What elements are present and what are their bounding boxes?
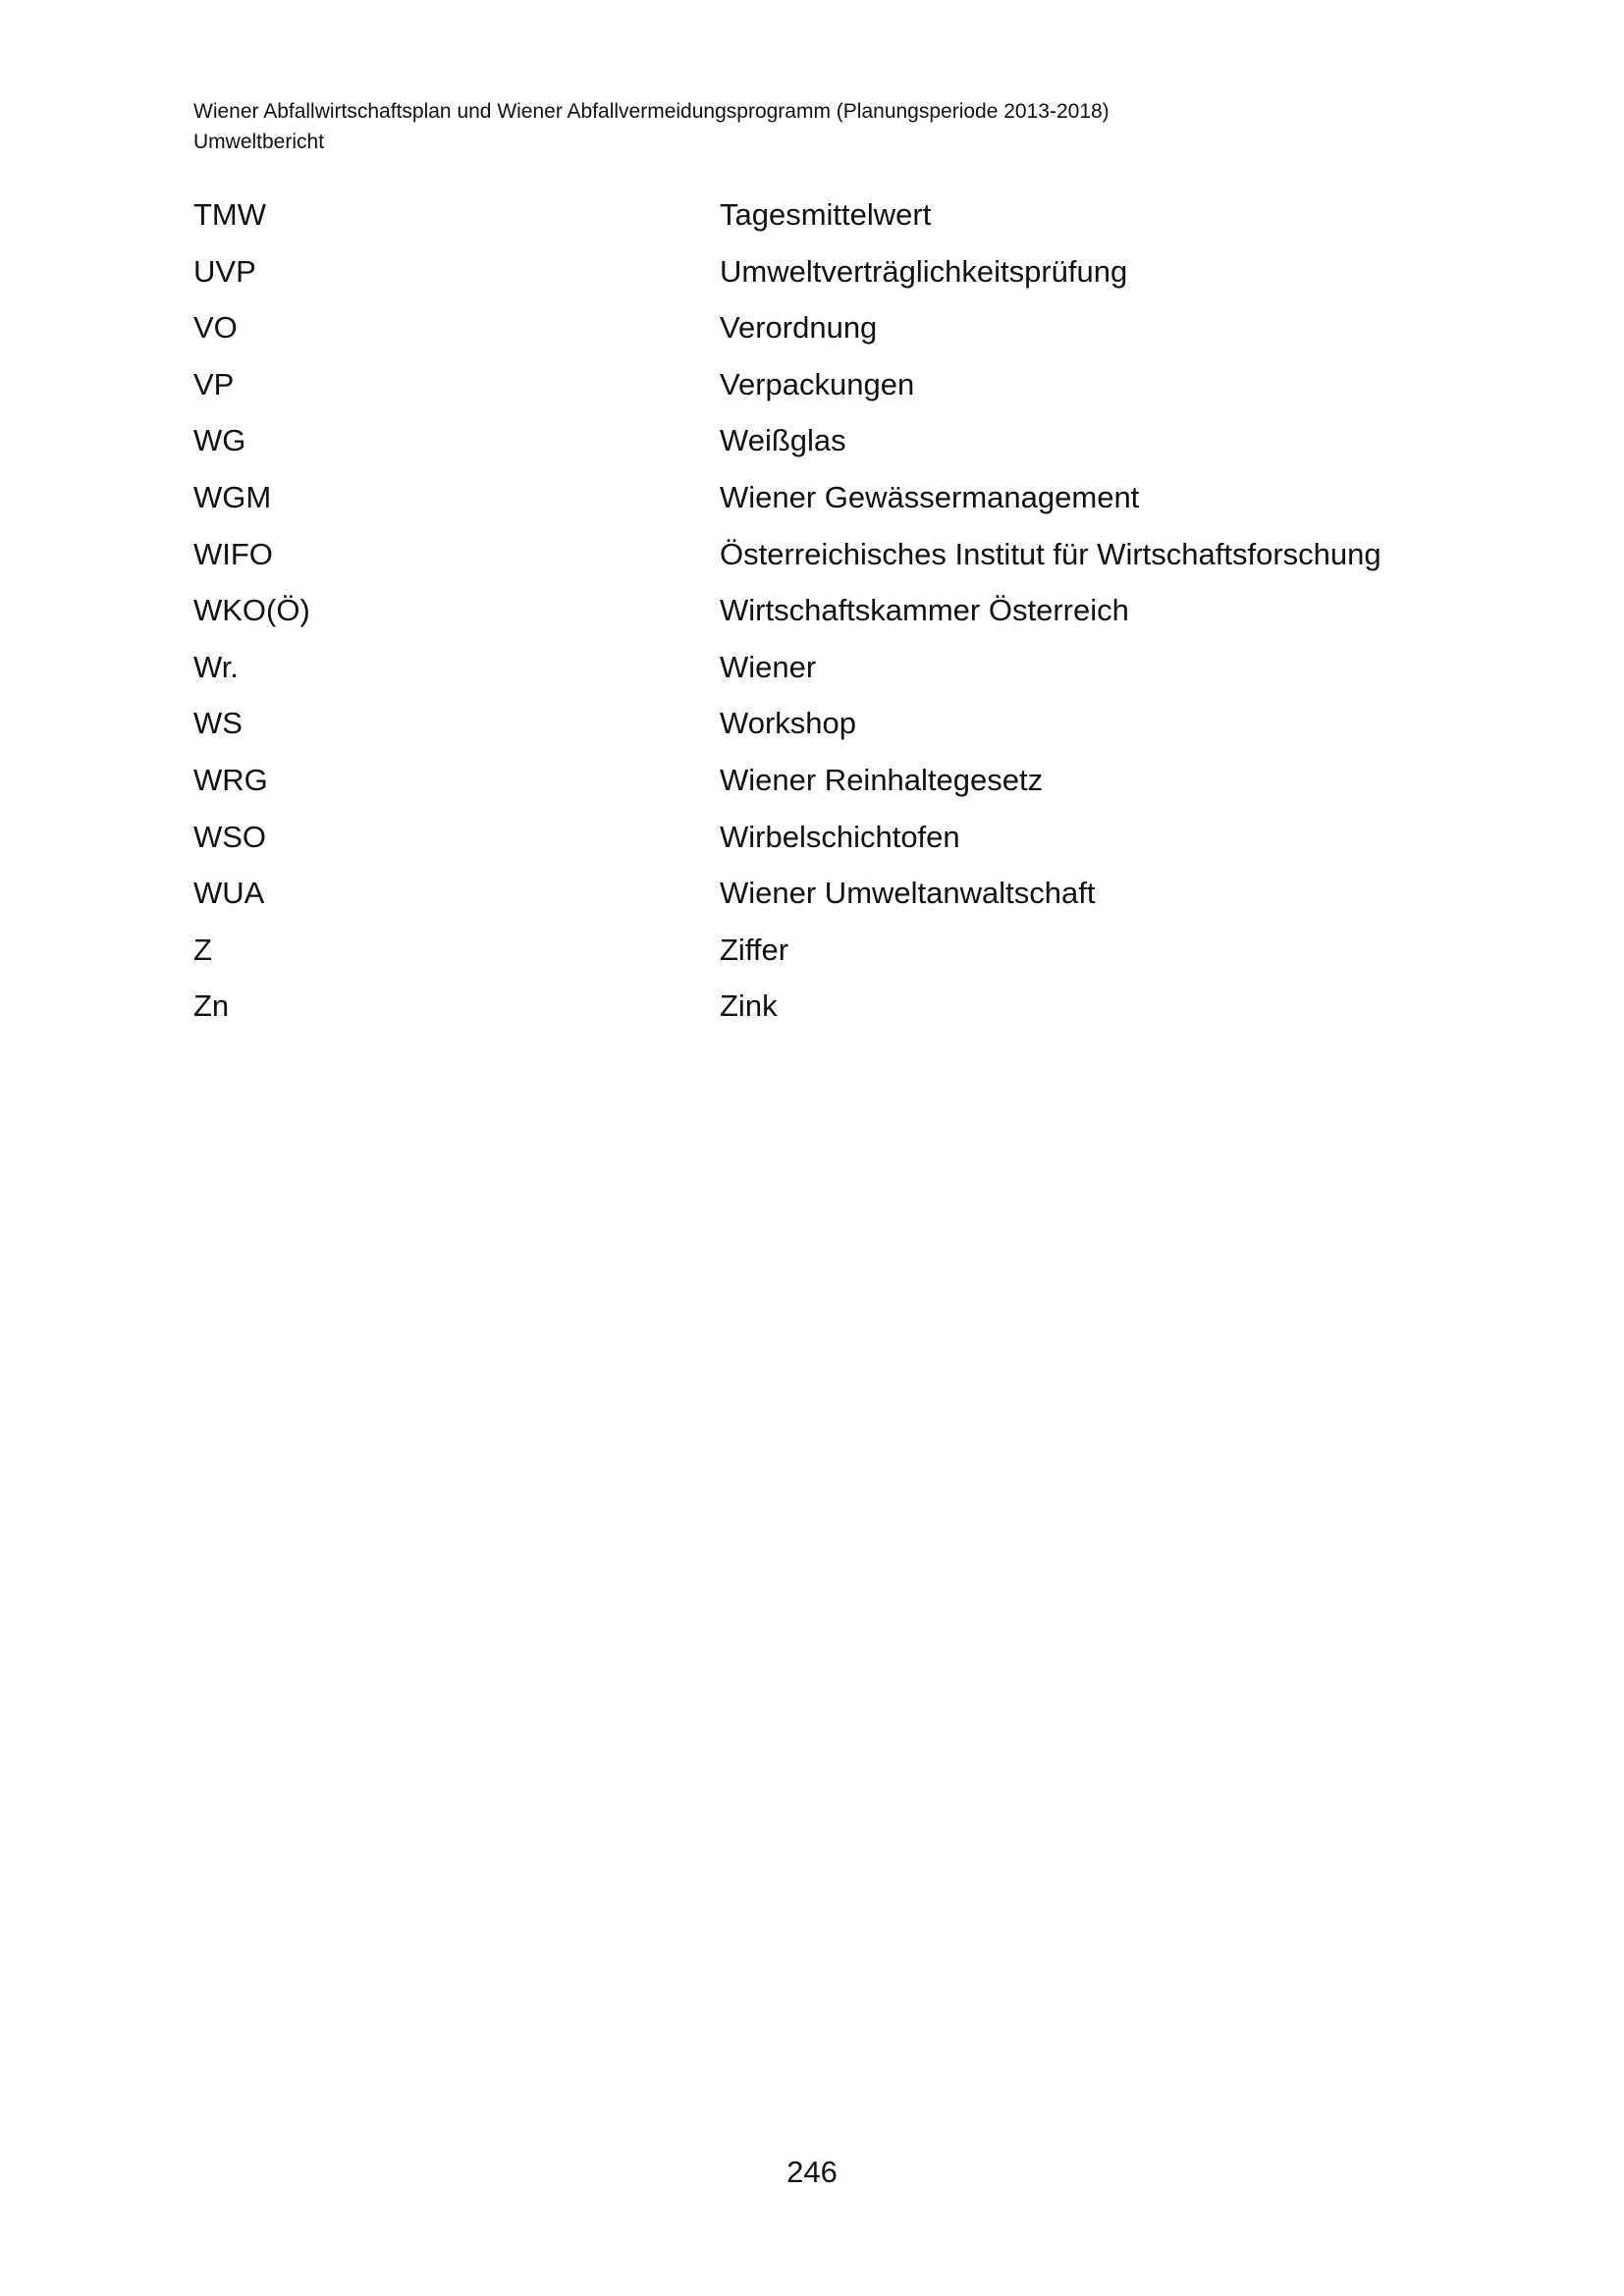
abbreviation-term: WGM (193, 479, 272, 514)
abbreviation-definition: Wiener (720, 649, 817, 684)
abbreviation-term: WG (193, 423, 246, 458)
abbreviation-row (193, 469, 1470, 526)
abbreviation-term: TMW (193, 197, 267, 232)
abbreviation-row (193, 243, 1470, 300)
abbreviation-term: Wr. (193, 649, 239, 684)
abbreviation-row (193, 526, 1470, 583)
abbreviation-definition: Wiener Reinhaltegesetz (720, 762, 1044, 797)
header-title: Wiener Abfallwirtschaftsplan und Wiener Abfallvermeidungsprogramm (Planungsperiode 2013-2018) (193, 100, 1110, 123)
abbreviation-term: WS (193, 706, 243, 741)
abbreviation-row (193, 356, 1470, 413)
abbreviation-definition: Weißglas (720, 423, 846, 458)
header-subtitle: Umweltbericht (193, 131, 325, 153)
abbreviation-definition: Wiener Gewässermanagement (720, 479, 1140, 514)
abbreviation-row (193, 187, 1470, 243)
abbreviation-definition: Wirtschaftskammer Österreich (720, 593, 1129, 628)
abbreviation-definition: Ziffer (720, 932, 789, 967)
abbreviation-term: Zn (193, 988, 230, 1024)
running-header (193, 96, 1470, 157)
abbreviation-definition: Wirbelschichtofen (720, 819, 960, 854)
abbreviation-row (193, 299, 1470, 356)
abbreviation-definition: Zink (720, 988, 778, 1024)
abbreviation-row (193, 865, 1470, 922)
abbreviation-term: WRG (193, 762, 268, 797)
abbreviation-row (193, 639, 1470, 696)
abbreviation-definition: Österreichisches Institut für Wirtschaftsforschung (720, 536, 1381, 571)
abbreviation-term: WKO(Ö) (193, 593, 310, 628)
abbreviation-term: Z (193, 932, 212, 967)
abbreviation-term: WIFO (193, 536, 273, 571)
abbreviation-definition: Wiener Umweltanwaltschaft (720, 876, 1096, 911)
abbreviation-term: UVP (193, 253, 256, 289)
abbreviation-definition: Workshop (720, 706, 856, 741)
abbreviation-row (193, 752, 1470, 809)
abbreviation-row (193, 978, 1470, 1035)
page-number: 246 (786, 2155, 838, 2189)
abbreviation-row (193, 582, 1470, 639)
abbreviation-term: WSO (193, 819, 267, 854)
abbreviation-term: VP (193, 366, 235, 401)
abbreviation-row (193, 922, 1470, 979)
abbreviation-term: WUA (193, 876, 265, 911)
abbreviation-definition: Verordnung (720, 310, 878, 346)
abbreviation-definition: Tagesmittelwert (720, 197, 932, 232)
abbreviation-list (193, 187, 1470, 1035)
abbreviation-row (193, 412, 1470, 469)
abbreviation-definition: Verpackungen (720, 366, 915, 401)
abbreviation-definition: Umweltverträglichkeitsprüfung (720, 253, 1128, 289)
abbreviation-row (193, 809, 1470, 866)
abbreviation-row (193, 695, 1470, 752)
abbreviation-term: VO (193, 310, 238, 346)
